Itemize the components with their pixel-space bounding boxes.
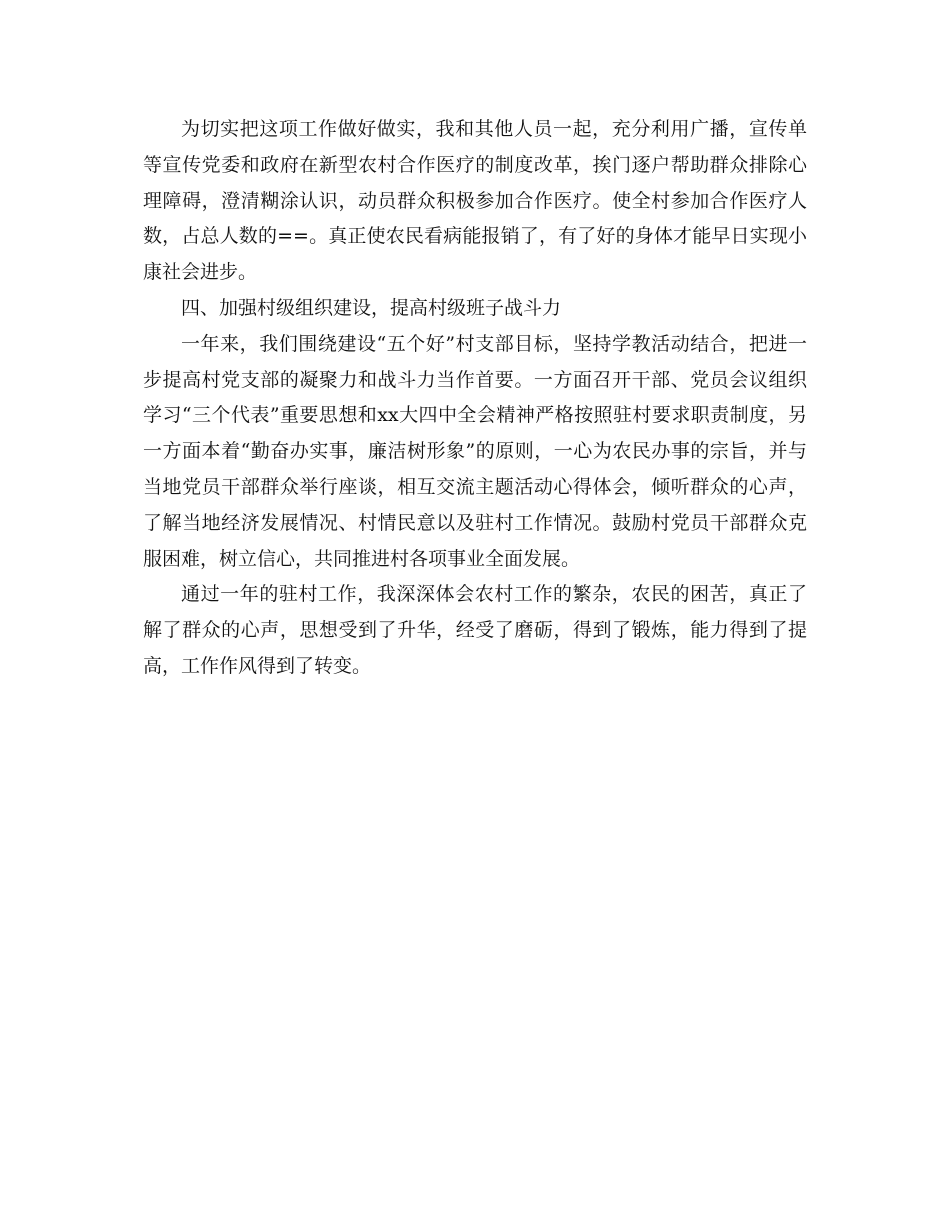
paragraph-branch-building: 一年来，我们围绕建设“五个好”村支部目标，坚持学教活动结合，把进一步提高村党支部的凝聚力和战斗力当作首要。一方面召开干部、党员会议组织学习“三个代表”重要思想和xx大四中全会精神严格按照驻村要求职责制度，另一方面本着“勤奋办实事，廉洁树形象”的原则，一心为农民办事的宗旨，并与当地党员干部群众举行座谈，相互交流主题活动心得体会，倾听群众的心声，了解当地经济发展情况、村情民意以及驻村工作情况。鼓励村党员干部群众克服困难，树立信心，共同推进村各项事业全面发展。 bbox=[143, 332, 807, 570]
section-heading-four: 四、加强村级组织建设，提高村级班子战斗力 bbox=[181, 296, 562, 319]
document-body bbox=[143, 112, 807, 685]
paragraph-conclusion: 通过一年的驻村工作，我深深体会农村工作的繁杂，农民的困苦，真正了解了群众的心声，思想受到了升华，经受了磨砺，得到了锻炼，能力得到了提高，工作作风得到了转变。 bbox=[143, 583, 807, 677]
paragraph-publicity: 为切实把这项工作做好做实，我和其他人员一起，充分利用广播，宣传单等宣传党委和政府在新型农村合作医疗的制度改革，挨门逐户帮助群众排除心理障碍，澄清糊涂认识，动员群众积极参加合作医疗。使全村参加合作医疗人数，占总人数的==。真正使农民看病能报销了，有了好的身体才能早日实现小康社会进步。 bbox=[143, 118, 807, 284]
